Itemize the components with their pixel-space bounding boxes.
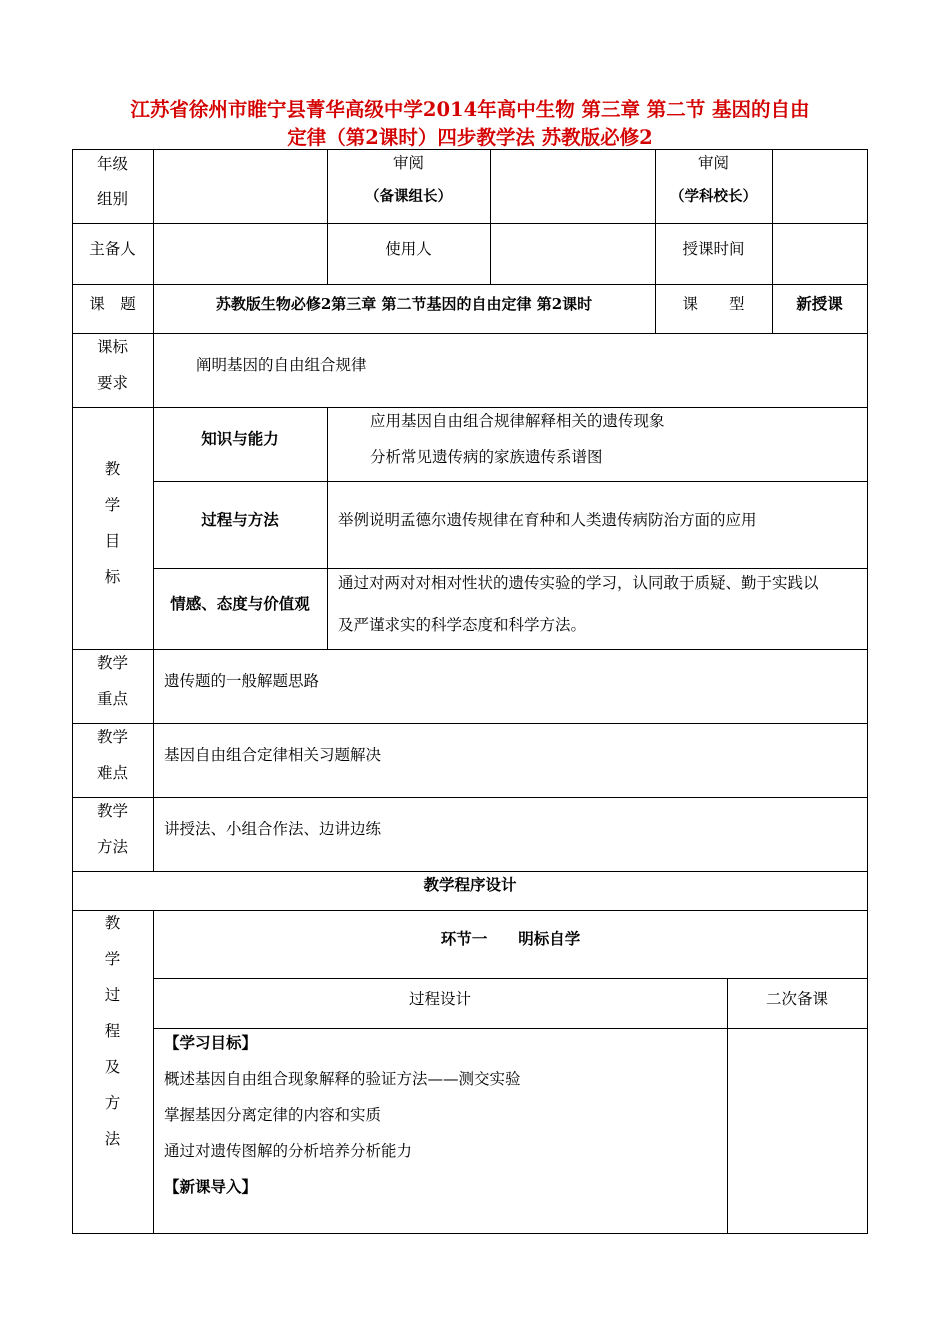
process-label-char: 程 <box>104 1022 121 1040</box>
difficulty-label-line-2: 难点 <box>96 764 128 782</box>
topic-value: 苏教版生物必修2第三章 第二节基因的自由定律 第2课时 <box>215 295 593 313</box>
class-time-label: 授课时间 <box>682 240 745 258</box>
method-label-line-1: 教学 <box>96 802 128 820</box>
document-title <box>72 96 868 152</box>
method-label-line-2: 方法 <box>96 838 128 856</box>
reviewer-2-role: （学科校长） <box>670 188 757 205</box>
standard-label-line-2: 要求 <box>96 374 128 392</box>
user-label: 使用人 <box>385 240 432 258</box>
difficulty-value: 基因自由组合定律相关习题解决 <box>164 746 382 764</box>
standard-label-line-1: 课标 <box>96 338 128 356</box>
grade-value-cell <box>153 149 327 223</box>
process-label-char: 方 <box>104 1094 121 1112</box>
process-label-char: 及 <box>104 1058 121 1076</box>
design-header: 过程设计 <box>408 990 471 1008</box>
goals-label-char: 学 <box>104 496 121 514</box>
reviewer-1-role: （备课组长） <box>365 188 452 205</box>
knowledge-line-1: 应用基因自由组合规律解释相关的遗传现象 <box>370 412 665 430</box>
key-point-label-line-1: 教学 <box>96 654 128 672</box>
process-label-char: 学 <box>104 950 121 968</box>
learning-goal-item: 通过对遗传图解的分析培养分析能力 <box>164 1142 413 1160</box>
grade-label-line-1: 年级 <box>96 155 128 173</box>
goals-label-char: 目 <box>104 532 121 550</box>
process-label-char: 教 <box>104 914 121 932</box>
reviewer-2-label: 审阅 <box>697 154 729 172</box>
grade-label-line-2: 组别 <box>96 190 128 208</box>
key-point-label-line-2: 重点 <box>96 690 128 708</box>
title-line-1: 江苏省徐州市睢宁县菁华高级中学2014年高中生物 第三章 第二节 基因的自由 <box>130 98 810 121</box>
section-title: 环节一 明标自学 <box>440 929 581 948</box>
class-type-value: 新授课 <box>796 294 843 313</box>
difficulty-label-line-1: 教学 <box>96 728 128 746</box>
topic-label: 课 题 <box>89 295 136 313</box>
key-point-value: 遗传题的一般解题思路 <box>164 672 320 690</box>
emotion-line-1: 通过对两对对相对性状的遗传实验的学习，认同敢于质疑、勤于实践以 <box>338 574 819 592</box>
process-label: 过程与方法 <box>201 510 279 529</box>
reviewer-1-label: 审阅 <box>392 154 424 172</box>
method-value: 讲授法、小组合作法、边讲边练 <box>164 820 382 838</box>
reviewer-2-value-cell <box>772 149 867 223</box>
process-label-char: 过 <box>104 986 121 1004</box>
program-title: 教学程序设计 <box>423 875 517 894</box>
process-value: 举例说明孟德尔遗传规律在育种和人类遗传病防治方面的应用 <box>338 511 757 529</box>
learning-goal-item: 掌握基因分离定律的内容和实质 <box>164 1106 382 1124</box>
title-line-2: 定律（第2课时）四步教学法 苏教版必修2 <box>287 126 653 149</box>
process-label-char: 法 <box>104 1130 121 1148</box>
standard-value: 阐明基因的自由组合规律 <box>196 356 367 374</box>
emotion-label: 情感、态度与价值观 <box>170 594 310 613</box>
intro-heading: 【新课导入】 <box>164 1177 258 1196</box>
goals-label-char: 标 <box>104 568 121 586</box>
emotion-line-2: 及严谨求实的科学态度和科学方法。 <box>338 616 587 634</box>
reviewer-1-value-cell <box>490 149 655 223</box>
preparer-label: 主备人 <box>89 240 136 258</box>
knowledge-line-2: 分析常见遗传病的家族遗传系谱图 <box>370 448 603 466</box>
backup-header: 二次备课 <box>765 990 828 1008</box>
knowledge-label: 知识与能力 <box>201 429 279 448</box>
learning-goal-item: 概述基因自由组合现象解释的验证方法——测交实验 <box>164 1070 521 1088</box>
class-type-label: 课 型 <box>682 295 745 313</box>
learning-goal-heading: 【学习目标】 <box>164 1033 258 1052</box>
goals-label-char: 教 <box>104 460 121 478</box>
